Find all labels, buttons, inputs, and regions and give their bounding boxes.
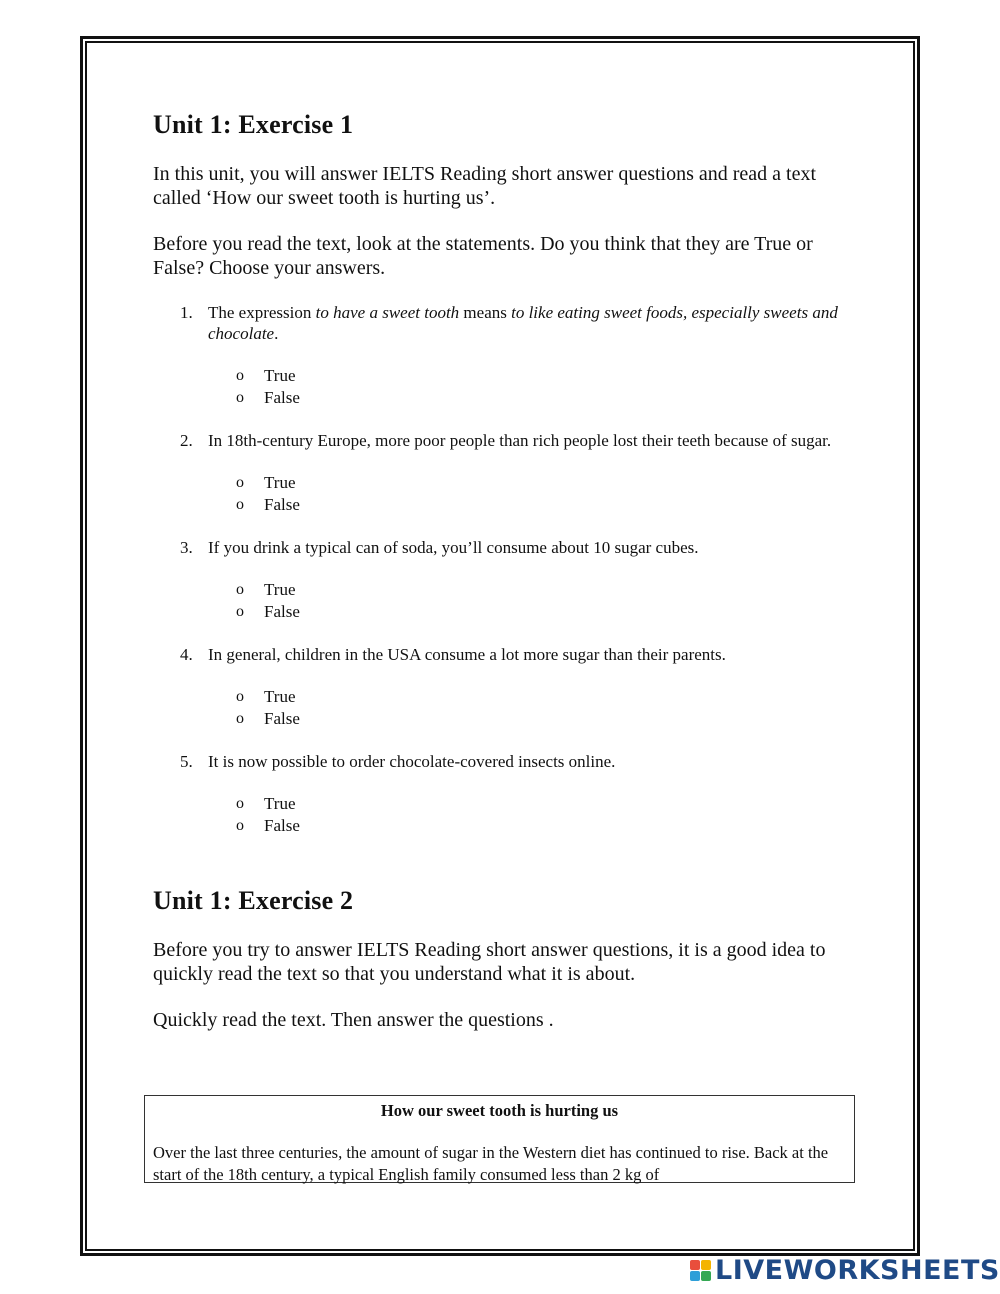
circle-bullet-icon: o — [236, 816, 244, 834]
question-number: 5. — [180, 752, 193, 771]
question-list — [153, 302, 853, 836]
exercise2-title: Unit 1: Exercise 2 — [153, 886, 354, 915]
question-5 — [153, 751, 853, 836]
option-true[interactable]: o True — [236, 366, 296, 385]
exercise1-title: Unit 1: Exercise 1 — [153, 110, 354, 139]
question-2 — [153, 430, 853, 515]
option-false[interactable]: o False — [236, 708, 300, 728]
option-false[interactable]: o False — [236, 494, 300, 514]
circle-bullet-icon: o — [236, 388, 244, 406]
brand-name: LIVEWORKSHEETS — [715, 1254, 1000, 1286]
question-1 — [153, 302, 853, 408]
question-number: 4. — [180, 645, 193, 664]
circle-bullet-icon: o — [236, 367, 244, 384]
exercise2-section — [153, 886, 853, 1032]
reading-text-body: Over the last three centuries, the amount of sugar in the Western diet has continued to rise. Back at the start of the 18th century, a typical English family consumed less than 2 kg of — [153, 1143, 829, 1184]
option-false[interactable]: o False — [236, 815, 300, 835]
exercise2-intro: Before you try to answer IELTS Reading short answer questions, it is a good idea to quickly read the text so that you understand what it is about. — [153, 939, 826, 985]
answer-options — [208, 686, 853, 729]
circle-bullet-icon: o — [236, 795, 244, 812]
option-false[interactable]: o False — [236, 387, 300, 407]
question-text: In general, children in the USA consume a lot more sugar than their parents. — [208, 645, 726, 664]
worksheet-content — [153, 110, 853, 1054]
circle-bullet-icon: o — [236, 688, 244, 705]
question-number: 3. — [180, 538, 193, 557]
answer-options — [208, 472, 853, 515]
option-true[interactable]: o True — [236, 580, 296, 599]
option-true[interactable]: o True — [236, 473, 296, 492]
option-false[interactable]: o False — [236, 601, 300, 621]
exercise2-instructions: Quickly read the text. Then answer the questions . — [153, 1009, 554, 1031]
exercise1-instructions: Before you read the text, look at the statements. Do you think that they are True or False? Choose your answers. — [153, 233, 813, 279]
reading-text-title: How our sweet tooth is hurting us — [380, 1101, 619, 1120]
liveworksheets-tiles-icon — [690, 1260, 711, 1281]
circle-bullet-icon: o — [236, 602, 244, 620]
question-text: The expression to have a sweet tooth means to like eating sweet foods, especially sweets and chocolate. — [208, 303, 838, 343]
question-text: It is now possible to order chocolate-covered insects online. — [208, 752, 616, 771]
circle-bullet-icon: o — [236, 709, 244, 727]
question-number: 1. — [180, 303, 193, 322]
answer-options — [208, 365, 853, 408]
question-number: 2. — [180, 431, 193, 450]
question-text: In 18th-century Europe, more poor people than rich people lost their teeth because of sugar. — [208, 431, 832, 450]
answer-options — [208, 793, 853, 836]
option-true[interactable]: o True — [236, 687, 296, 706]
reading-text-box — [144, 1095, 855, 1183]
circle-bullet-icon: o — [236, 581, 244, 598]
question-4 — [153, 644, 853, 729]
liveworksheets-logo — [690, 1254, 1000, 1286]
exercise1-intro: In this unit, you will answer IELTS Reading short answer questions and read a text called ‘How our sweet tooth is hurting us’. — [153, 163, 817, 209]
circle-bullet-icon: o — [236, 495, 244, 513]
answer-options — [208, 579, 853, 622]
question-3 — [153, 537, 853, 622]
question-text: If you drink a typical can of soda, you’ll consume about 10 sugar cubes. — [208, 538, 699, 557]
option-true[interactable]: o True — [236, 794, 296, 813]
circle-bullet-icon: o — [236, 474, 244, 491]
